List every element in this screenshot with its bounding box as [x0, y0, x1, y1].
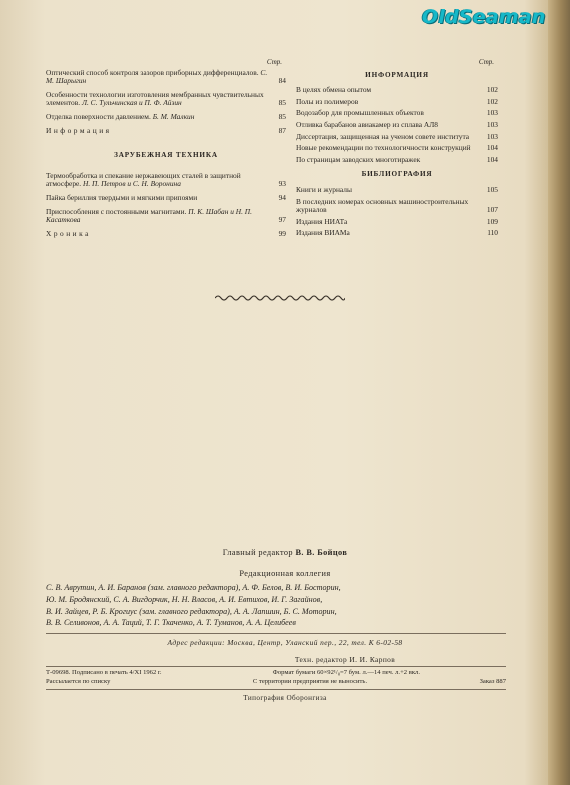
- toc-entry-page: 94: [278, 192, 286, 202]
- book-spine-edge: [548, 0, 570, 785]
- imprint-distribution: Рассылается по списку: [46, 677, 111, 685]
- tech-editor: Техн. редактор И. И. Карпов: [294, 655, 396, 664]
- section-heading: ИНФОРМАЦИЯ: [365, 70, 429, 79]
- divider-rule: [46, 633, 506, 634]
- divider-rule: [46, 689, 506, 690]
- toc-entry-author: П. К. Шабан и Н. П. Касаткова: [46, 206, 252, 225]
- wavy-divider: [215, 294, 345, 302]
- toc-entry: [296, 86, 498, 95]
- toc-entry-title: По страницам заводских многотиражек: [296, 154, 421, 164]
- toc-entry-page: 93: [278, 179, 286, 189]
- imprint-format: Формат бумаги 60×92¹/₈=7 бум. л.—14 печ. л.+2 вкл.: [272, 669, 420, 676]
- toc-entry-title: Диссертация, защищенная на ученом совете института: [296, 131, 470, 141]
- toc-entry-title: Термообработка и спекание нержавеющих сталей в защитной атмосфере.: [46, 170, 241, 189]
- board-line: Ю. М. Бродянский, С. А. Вигдорчик, Н. Н. Власов, А. И. Евтихов, И. Г. Загайнов,: [46, 594, 323, 604]
- toc-entry-page: 97: [278, 215, 286, 225]
- toc-entry-title: Полы из полимеров: [296, 96, 359, 106]
- toc-entry: [296, 133, 498, 142]
- toc-entry-title: Отливка барабанов авиакамер из сплава АЛ8: [296, 119, 438, 129]
- section-heading: БИБЛИОГРАФИЯ: [361, 170, 433, 179]
- toc-entry-title: В последних номерах основных машиностроительных журналов: [296, 196, 469, 215]
- section-heading: ЗАРУБЕЖНАЯ ТЕХНИКА: [114, 151, 218, 160]
- page-column-label: Стр.: [266, 58, 282, 66]
- page-column-label: Стр.: [478, 58, 494, 66]
- toc-entry: [46, 91, 286, 108]
- toc-entry-page: 105: [486, 184, 498, 194]
- toc-entry-title: Особенности технологии изготовления мембранных чувствительных элементов.: [46, 89, 264, 108]
- editorial-board-title: Редакционная коллегия: [239, 569, 331, 578]
- toc-entry-page: 85: [278, 98, 286, 108]
- toc-entry: [46, 69, 286, 86]
- toc-entry-title: В целях обмена опытом: [296, 85, 372, 95]
- toc-entry-title: Издания НИАТа: [296, 216, 348, 226]
- toc-entry-title: Книги и журналы: [296, 184, 352, 194]
- toc-entry: [296, 144, 498, 153]
- board-line: В. И. Зайцев, Р. Б. Крогиус (зам. главного редактора), А. А. Лапшин, Б. С. Моторин,: [46, 606, 337, 616]
- imprint-order: Заказ 887: [479, 677, 506, 685]
- toc-entry-page: 102: [486, 96, 498, 106]
- toc-entry-page: 109: [486, 216, 498, 226]
- toc-entry-page: 102: [486, 85, 498, 95]
- toc-entry: [296, 229, 498, 238]
- toc-entry-page: 104: [486, 143, 498, 153]
- editorial-board-members: [46, 582, 506, 629]
- toc-entry-author: Л. С. Тульчинская и П. Ф. Айзин: [81, 98, 182, 108]
- toc-entry: [296, 109, 498, 118]
- toc-left-column: [46, 58, 286, 243]
- toc-entry-page: 99: [278, 228, 286, 238]
- imprint-restriction: С территории предприятия не выносить.: [252, 677, 368, 685]
- toc-entry: [46, 230, 286, 239]
- toc-entry-page: 103: [486, 119, 498, 129]
- printer-name: Типография Оборонгиза: [243, 694, 327, 702]
- toc-entry-title: Водозабор для промышленных объектов: [296, 108, 424, 118]
- toc-entry-title: Пайка бериллия твердыми и мягкими припоями: [46, 192, 198, 202]
- toc-entry: [46, 127, 286, 136]
- toc-entry-author: Н. П. Петров и С. Н. Воронина: [83, 179, 181, 189]
- chief-editor-line: [0, 548, 570, 557]
- chief-editor-name: В. В. Бойцов: [295, 548, 348, 557]
- toc-entry: [46, 194, 286, 203]
- toc-entry: [296, 218, 498, 227]
- toc-right-column: [296, 58, 498, 241]
- toc-entry-page: 84: [278, 76, 286, 86]
- toc-entry-title: Издания ВИАМа: [296, 228, 350, 238]
- toc-entry-author: С. М. Шарыгин: [46, 67, 268, 86]
- chief-editor-label: Главный редактор: [222, 548, 293, 557]
- toc-entry-title: Хроника: [46, 228, 91, 238]
- toc-entry: [296, 121, 498, 130]
- toc-entry-page: 103: [486, 108, 498, 118]
- divider-rule: [46, 666, 506, 667]
- toc-entry-page: 87: [278, 125, 286, 135]
- toc-entry: [296, 156, 498, 165]
- toc-entry: [46, 208, 286, 225]
- toc-entry: [46, 172, 286, 189]
- toc-entry: [296, 186, 498, 195]
- toc-entry-title: Информация: [46, 125, 112, 135]
- toc-entry-page: 103: [486, 131, 498, 141]
- toc-entry-page: 107: [486, 205, 498, 215]
- toc-entry: [296, 198, 498, 215]
- toc-entry-page: 104: [486, 154, 498, 164]
- toc-entry-title: Оптический способ контроля зазоров приборных дифференциалов.: [46, 67, 259, 77]
- imprint-block: [46, 669, 506, 687]
- toc-entry-title: Отделка поверхности давлением.: [46, 111, 151, 121]
- toc-entry-page: 85: [278, 111, 286, 121]
- editorial-address: Адрес редакции: Москва, Центр, Уланский пер., 22, тел. К 6-02-58: [167, 638, 403, 647]
- imprint-signed: Т-09698. Подписано в печать 4/XI 1962 г.: [46, 669, 162, 676]
- toc-entry-page: 110: [487, 228, 498, 238]
- toc-entry-title: Приспособления с постоянными магнитами.: [46, 206, 187, 216]
- watermark-logo: OldSeaman: [422, 6, 546, 28]
- toc-entry-title: Новые рекомендации по технологичности конструкций: [296, 143, 471, 153]
- toc-entry-author: Б. М. Малкин: [152, 111, 195, 121]
- toc-entry: [46, 113, 286, 122]
- toc-entry: [296, 98, 498, 107]
- board-line: В. В. Селивонов, А. А. Таций, Т. Г. Ткаченко, А. Т. Туманов, А. А. Целибеев: [46, 618, 296, 628]
- board-line: С. В. Аврутин, А. И. Баранов (зам. главного редактора), А. Ф. Белов, В. И. Босторин,: [46, 583, 341, 592]
